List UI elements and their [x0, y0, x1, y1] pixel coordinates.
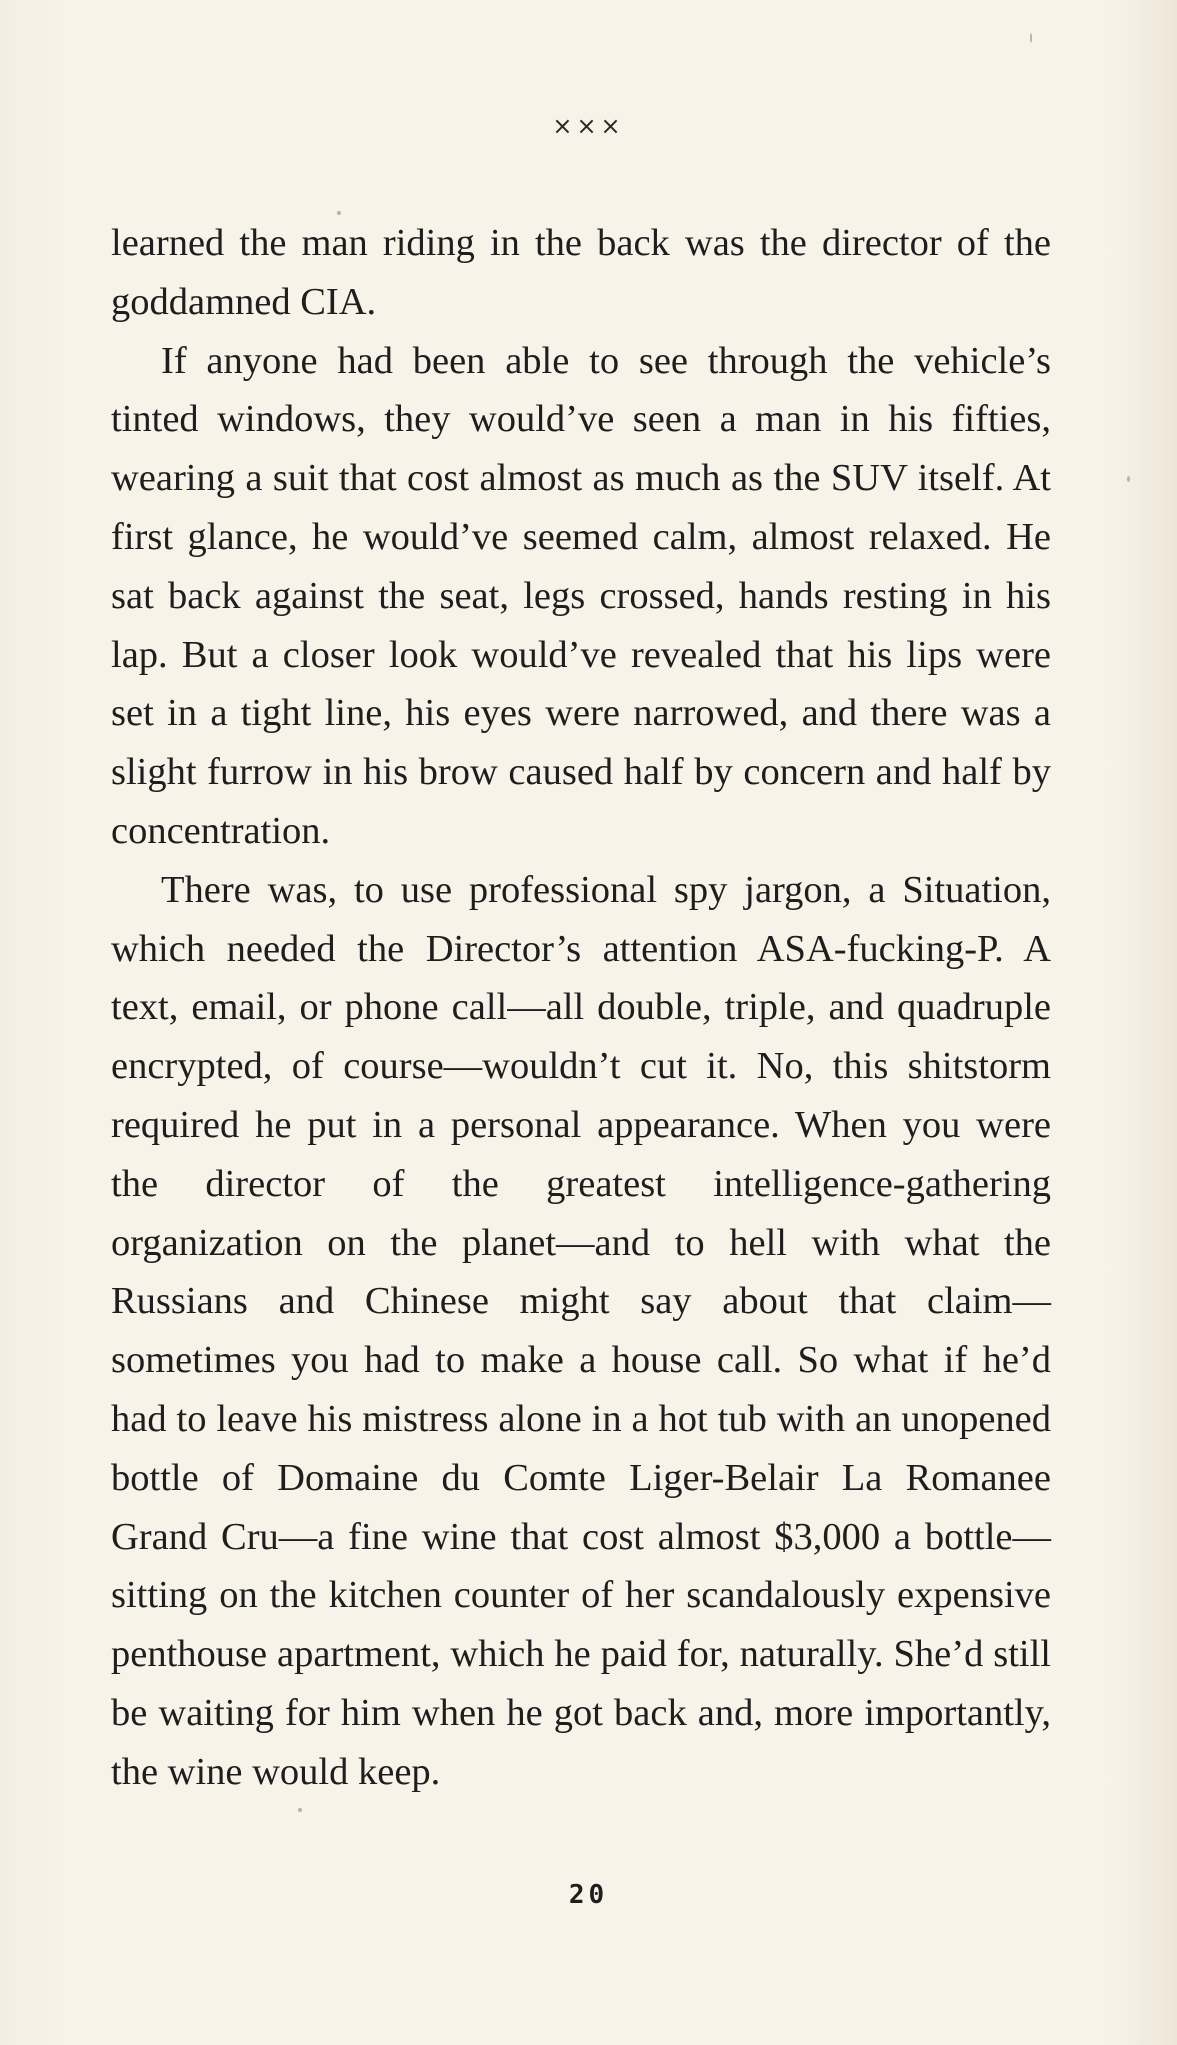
- page-number: 20: [568, 1880, 609, 1910]
- section-break-ornament: ×××: [552, 112, 625, 140]
- paper-speck: [1127, 476, 1130, 482]
- paper-speck: [1030, 33, 1032, 43]
- paragraph: If anyone had been able to see through the vehicle’s tinted windows, they would’ve seen a man in his fifties, wearing a suit that cost almost as much as the SUV itself. At first glance, he would’ve seemed calm, almost relaxed. He sat back against the seat, legs crossed, hands resting in his lap. But a closer look would’ve revealed that his lips were set in a tight line, his eyes were narrowed, and there was a slight furrow in his brow caused half by concern and half by concentration.: [111, 339, 1051, 852]
- paragraph: There was, to use professional spy jargon, a Situation, which needed the Director’s attention ASA-fucking-P. A text, email, or phone call—all double, triple, and quadruple encrypted, of course—wouldn’t cut it. No, this shitstorm required he put in a personal appearance. When you were the director of the greatest intelligence-gathering organization on the planet—and to hell with what the Russians and Chinese might say about that claim—sometimes you had to make a house call. So what if he’d had to leave his mistress alone in a hot tub with an unopened bottle of Domaine du Comte Liger-Belair La Romanee Grand Cru—a fine wine that cost almost $3,000 a bottle—sitting on the kitchen counter of her scandalously expensive penthouse apartment, which he paid for, naturally. She’d still be waiting for him when he got back and, more importantly, the wine would keep.: [111, 868, 1051, 1793]
- paper-speck: [337, 211, 341, 215]
- paper-speck: [298, 1808, 302, 1812]
- paragraph-continued: learned the man riding in the back was the director of the goddamned CIA.: [111, 222, 1051, 323]
- body-text: [111, 214, 1051, 1802]
